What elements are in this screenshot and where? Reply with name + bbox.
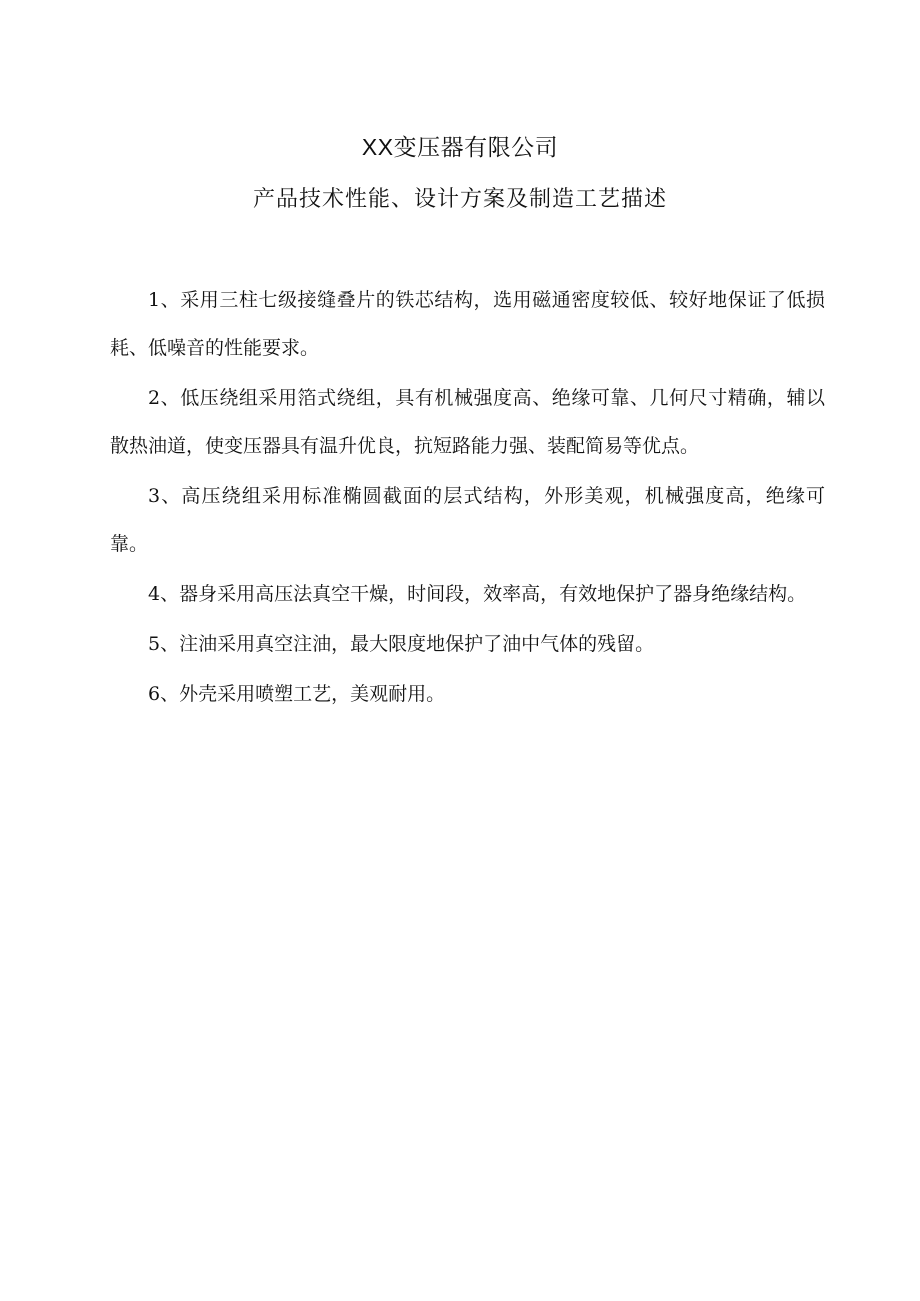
paragraph-6: 6、外壳采用喷塑工艺，美观耐用。	[148, 683, 446, 705]
document-title: 产品技术性能、设计方案及制造工艺描述	[252, 187, 667, 212]
paragraph-3: 3、高压绕组采用标准椭圆截面的层式结构，外形美观，机械强度高，绝缘可靠。	[110, 485, 825, 555]
paragraph-2: 2、低压绕组采用箔式绕组，具有机械强度高、绝缘可靠、几何尺寸精确，辅以散热油道，使变压器具有温升优良，抗短路能力强、装配简易等优点。	[110, 387, 825, 457]
company-name: XX变压器有限公司	[361, 134, 559, 160]
paragraph-4: 4、器身采用高压法真空干燥，时间段，效率高，有效地保护了器身绝缘结构。	[148, 583, 807, 605]
document-body	[110, 276, 825, 720]
paragraph-1: 1、采用三柱七级接缝叠片的铁芯结构，选用磁通密度较低、较好地保证了低损耗、低噪音的性能要求。	[110, 289, 825, 359]
paragraph-5: 5、注油采用真空注油，最大限度地保护了油中气体的残留。	[148, 633, 655, 655]
